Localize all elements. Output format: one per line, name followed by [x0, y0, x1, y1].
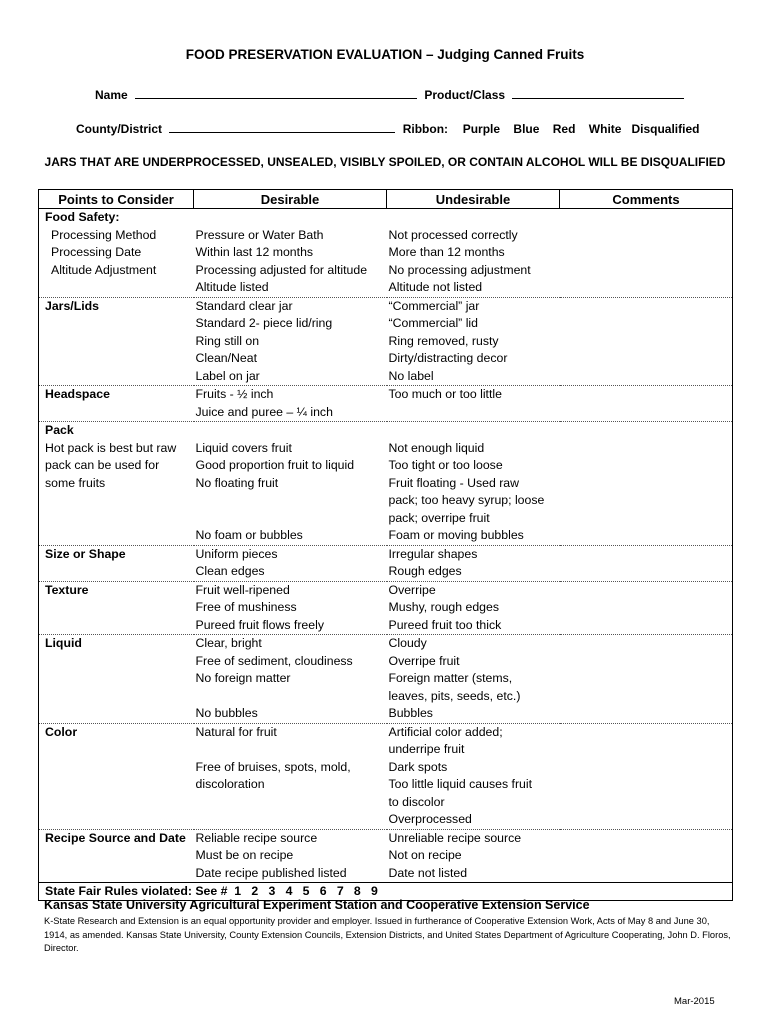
undesirable-cell — [387, 209, 560, 298]
point-item: pack can be used for — [45, 458, 160, 472]
name-field[interactable] — [135, 87, 417, 99]
product-label: Product/Class — [424, 88, 506, 102]
table-row-food-safety — [39, 209, 733, 298]
desirable-cell — [194, 829, 387, 883]
comments-cell[interactable] — [560, 723, 733, 829]
undesirable-item: Too little liquid causes fruit — [388, 777, 533, 791]
undesirable-item: Foreign matter (stems, — [388, 671, 513, 685]
points-cell — [39, 422, 194, 546]
desirable-item: Label on jar — [195, 368, 260, 383]
undesirable-item: Cloudy — [388, 636, 427, 650]
desirable-item: Processing adjusted for altitude — [195, 262, 368, 277]
desirable-cell — [194, 386, 387, 422]
desirable-item: No foreign matter — [195, 671, 291, 685]
ribbon-label: Ribbon: — [402, 122, 449, 136]
ribbon-purple[interactable]: Purple — [462, 122, 501, 136]
desirable-item: Clean edges — [195, 564, 265, 578]
desirable-item: Juice and puree – ¼ inch — [195, 404, 333, 419]
undesirable-cell — [387, 545, 560, 581]
header-desirable: Desirable — [194, 190, 387, 209]
undesirable-item: Not on recipe — [388, 848, 462, 862]
desirable-cell — [194, 422, 387, 546]
point-item: Processing Date — [51, 245, 142, 259]
desirable-cell — [194, 723, 387, 829]
points-cell — [39, 723, 194, 829]
point-item: Altitude Adjustment — [51, 262, 157, 277]
ribbon-disqualified[interactable]: Disqualified — [631, 122, 700, 136]
points-cell — [39, 209, 194, 298]
desirable-item: Clear, bright — [195, 636, 262, 650]
undesirable-item: “Commercial” jar — [388, 298, 480, 313]
undesirable-item: No processing adjustment — [388, 262, 531, 277]
county-label: County/District — [76, 122, 163, 136]
table-row-pack — [39, 422, 733, 546]
desirable-item: Free of bruises, spots, mold, — [195, 759, 351, 774]
undesirable-item: Rough edges — [388, 564, 462, 578]
table-row-color — [39, 723, 733, 829]
desirable-item: Clean/Neat — [195, 351, 258, 365]
desirable-item: Liquid covers fruit — [195, 440, 292, 455]
undesirable-item: Dark spots — [388, 759, 448, 774]
undesirable-item: More than 12 months — [388, 245, 505, 259]
desirable-item: Standard 2- piece lid/ring — [195, 316, 333, 330]
section-label: Headspace — [45, 387, 110, 401]
section-label: Pack — [45, 423, 74, 437]
undesirable-item: leaves, pits, seeds, etc.) — [388, 688, 521, 703]
name-label: Name — [95, 88, 128, 102]
section-label: Color — [45, 724, 78, 739]
undesirable-item: Fruit floating - Used raw — [388, 475, 520, 490]
header-undesirable: Undesirable — [387, 190, 560, 209]
desirable-item: Date recipe published listed — [195, 865, 347, 880]
undesirable-item: pack; too heavy syrup; loose — [388, 493, 545, 507]
table-row-texture — [39, 581, 733, 635]
undesirable-item: No label — [388, 368, 434, 383]
comments-cell[interactable] — [560, 297, 733, 386]
point-item: some fruits — [45, 475, 106, 490]
undesirable-item: Overripe fruit — [388, 653, 460, 668]
undesirable-item: Too much or too little — [388, 387, 502, 401]
desirable-cell — [194, 635, 387, 724]
undesirable-item: Artificial color added; — [388, 724, 503, 739]
section-label: Jars/Lids — [45, 298, 99, 313]
undesirable-item: pack; overripe fruit — [388, 510, 490, 525]
ribbon-blue[interactable]: Blue — [513, 122, 540, 136]
desirable-item: Standard clear jar — [195, 298, 293, 313]
points-cell — [39, 545, 194, 581]
section-label: Recipe Source and Date — [45, 830, 186, 845]
header-comments: Comments — [560, 190, 733, 209]
product-field[interactable] — [512, 87, 684, 99]
county-field[interactable] — [169, 121, 395, 133]
undesirable-item: Date not listed — [388, 865, 468, 880]
undesirable-item: Altitude not listed — [388, 280, 483, 294]
undesirable-item: Overprocessed — [388, 812, 472, 826]
table-row-size-shape — [39, 545, 733, 581]
desirable-item: Ring still on — [195, 333, 260, 348]
undesirable-cell — [387, 829, 560, 883]
undesirable-cell — [387, 581, 560, 635]
name-row — [95, 87, 688, 102]
comments-cell[interactable] — [560, 635, 733, 724]
undesirable-item: Irregular shapes — [388, 546, 478, 561]
undesirable-cell — [387, 723, 560, 829]
desirable-item: Free of mushiness — [195, 600, 297, 614]
point-item: Hot pack is best but raw — [45, 440, 177, 455]
desirable-item: No foam or bubbles — [195, 528, 303, 542]
points-cell — [39, 581, 194, 635]
table-row-headspace — [39, 386, 733, 422]
undesirable-cell — [387, 297, 560, 386]
undesirable-cell — [387, 635, 560, 724]
section-label: Liquid — [45, 636, 82, 650]
undesirable-cell — [387, 386, 560, 422]
table-row-liquid — [39, 635, 733, 724]
table-header-row — [39, 190, 733, 209]
disqualification-warning: JARS THAT ARE UNDERPROCESSED, UNSEALED, VISIBLY SPOILED, OR CONTAIN ALCOHOL WILL BE DISQUALIFIED — [44, 155, 726, 169]
points-cell — [39, 829, 194, 883]
undesirable-cell — [387, 422, 560, 546]
page-title: FOOD PRESERVATION EVALUATION – Judging Canned Fruits — [185, 47, 585, 62]
table-row-jars-lids — [39, 297, 733, 386]
ribbon-red[interactable]: Red — [552, 122, 576, 136]
points-cell — [39, 635, 194, 724]
desirable-item: Natural for fruit — [195, 724, 277, 739]
desirable-item: No bubbles — [195, 706, 258, 720]
undesirable-item: Bubbles — [388, 706, 433, 720]
evaluation-table — [38, 189, 733, 901]
desirable-cell — [194, 297, 387, 386]
desirable-item: No floating fruit — [195, 475, 279, 490]
desirable-cell — [194, 209, 387, 298]
desirable-item: Fruit well-ripened — [195, 582, 290, 597]
section-label: Size or Shape — [45, 546, 126, 561]
undesirable-item: Foam or moving bubbles — [388, 528, 524, 542]
undesirable-item: Not enough liquid — [388, 440, 485, 455]
desirable-cell — [194, 581, 387, 635]
desirable-item: Reliable recipe source — [195, 830, 318, 845]
undesirable-item: Overripe — [388, 582, 436, 597]
points-cell — [39, 386, 194, 422]
undesirable-item: to discolor — [388, 794, 445, 809]
desirable-item: Good proportion fruit to liquid — [195, 458, 355, 472]
comments-cell[interactable] — [560, 386, 733, 422]
section-label: Texture — [45, 582, 89, 597]
state-fair-rules[interactable]: State Fair Rules violated: See # 1 2 3 4 5 6 7 8 9 — [39, 883, 733, 901]
undesirable-item: Dirty/distracting decor — [388, 351, 508, 365]
undesirable-item: underripe fruit — [388, 742, 465, 756]
comments-cell[interactable] — [560, 581, 733, 635]
desirable-item: Uniform pieces — [195, 546, 278, 561]
desirable-item: Pressure or Water Bath — [195, 227, 324, 242]
table-row-recipe — [39, 829, 733, 883]
undesirable-item: Mushy, rough edges — [388, 600, 500, 614]
comments-cell[interactable] — [560, 545, 733, 581]
desirable-item: Must be on recipe — [195, 848, 294, 862]
footer-text: K-State Research and Extension is an equal opportunity provider and employer. Issued in furtherance of Cooperative Extension Work, Acts of May 8 and June 30, 1914, as amended. Kansas State University, County Extension Councils, Extension Districts, and United States Department of Agriculture Cooperating, John D. Floros, Director. — [44, 916, 731, 953]
desirable-cell — [194, 545, 387, 581]
comments-cell[interactable] — [560, 829, 733, 883]
desirable-item: discoloration — [195, 777, 265, 791]
comments-cell[interactable] — [560, 209, 733, 298]
section-label: Food Safety: — [45, 210, 120, 224]
footer-heading: Kansas State University Agricultural Experiment Station and Cooperative Extension Service — [44, 898, 590, 912]
desirable-item: Within last 12 months — [195, 245, 314, 259]
desirable-item: Free of sediment, cloudiness — [195, 653, 353, 668]
undesirable-item: Pureed fruit too thick — [388, 617, 502, 632]
undesirable-item: Not processed correctly — [388, 227, 518, 242]
header-points: Points to Consider — [39, 190, 194, 209]
revision-date: Mar-2015 — [674, 996, 715, 1007]
desirable-item: Fruits - ½ inch — [195, 387, 274, 401]
undesirable-item: Too tight or too loose — [388, 458, 503, 472]
point-item: Processing Method — [51, 227, 157, 242]
points-cell — [39, 297, 194, 386]
ribbon-white[interactable]: White — [588, 122, 622, 136]
comments-cell[interactable] — [560, 422, 733, 546]
desirable-item: Pureed fruit flows freely — [195, 617, 324, 632]
undesirable-item: Unreliable recipe source — [388, 830, 522, 845]
desirable-item: Altitude listed — [195, 280, 269, 294]
undesirable-item: Ring removed, rusty — [388, 333, 499, 348]
county-row — [76, 121, 699, 136]
undesirable-item: “Commercial” lid — [388, 316, 479, 330]
